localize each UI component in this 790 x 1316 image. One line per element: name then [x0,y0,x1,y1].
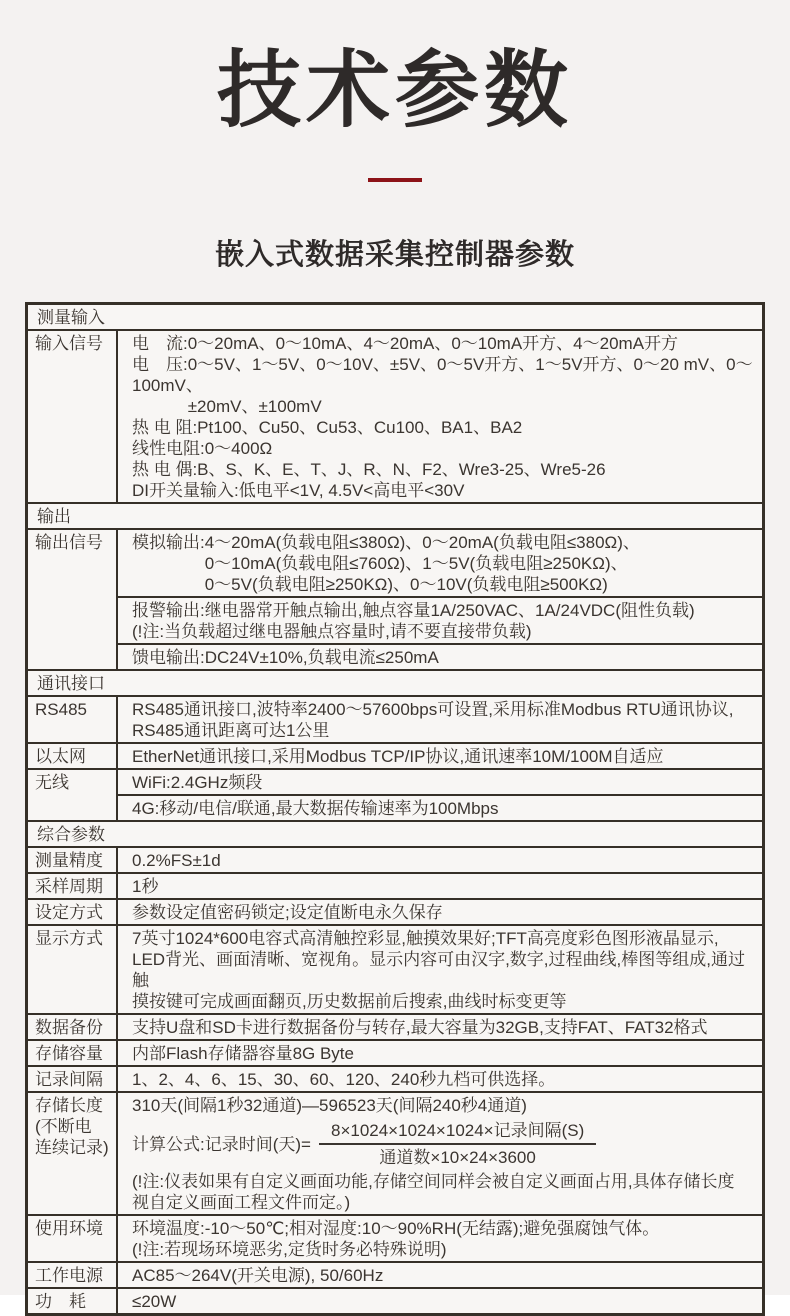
value-block [118,848,762,872]
spec-line: 摸按键可完成画面翻页,历史数据前后搜索,曲线时标变更等 [132,992,567,1011]
spec-line: 电 流:0～20mA、0～10mA、4～20mA、0～10mA开方、4～20mA开方 [132,334,679,353]
value-block [118,1093,762,1214]
formula-numerator: 8×1024×1024×1024×记录间隔(S) [319,1120,596,1145]
param-value-rs485 [118,697,762,742]
param-label-line: 输出信号 [35,533,103,552]
param-value-input-signal [118,331,762,502]
page-subtitle: 嵌入式数据采集控制器参数 [214,239,575,271]
spec-line: 馈电输出:DC24V±10%,负载电流≤250mA [132,648,439,667]
spec-line: 支持U盘和SD卡进行数据备份与转存,最大容量为32GB,支持FAT、FAT32格式 [132,1018,708,1037]
section-header-general-parameters: 综合参数 [28,820,762,846]
spec-row-rs485 [28,695,762,742]
param-label-power-consumption [28,1289,118,1313]
param-label-rs485 [28,697,118,742]
param-label-line: 存储容量 [35,1044,103,1063]
value-block [118,530,762,596]
spec-line: ±20mV、±100mV [132,397,322,416]
spec-line: 0.2%FS±1d [132,851,221,870]
section-header-output: 输出 [28,502,762,528]
param-value-ethernet [118,744,762,768]
spec-row-ethernet [28,742,762,768]
spec-row-record-interval [28,1065,762,1091]
param-label-display-method [28,926,118,1013]
spec-line: RS485通讯距离可达1公里 [132,721,330,740]
param-label-line: 测量精度 [35,851,103,870]
param-label-input-signal [28,331,118,502]
param-label-storage-capacity [28,1041,118,1065]
param-label-line: 以太网 [35,747,86,766]
value-block [118,1015,762,1039]
param-label-sampling-period [28,874,118,898]
spec-line: 7英寸1024*600电容式高清触控彩显,触摸效果好;TFT高亮度彩色图形液晶显示, [132,929,719,948]
param-label-line: 连续记录) [35,1138,109,1157]
value-block [118,596,762,643]
spec-row-wireless [28,768,762,820]
spec-line: 0～5V(负载电阻≥250KΩ)、0～10V(负载电阻≥500KΩ) [132,575,608,594]
param-label-line: 无线 [35,773,69,792]
spec-row-setting-method [28,898,762,924]
header [0,0,790,272]
param-label-line: 记录间隔 [35,1070,103,1089]
spec-line: 内部Flash存储器容量8G Byte [132,1044,354,1063]
spec-line: DI开关量输入:低电平<1V, 4.5V<高电平<30V [132,481,465,500]
param-value-sampling-period [118,874,762,898]
param-label-line: 存储长度 [35,1096,103,1115]
param-label-operating-environment [28,1216,118,1261]
spec-line: (!注:仪表如果有自定义画面功能,存储空间同样会被自定义画面占用,具体存储长度 [132,1172,735,1191]
spec-row-storage-capacity [28,1039,762,1065]
param-label-line: 设定方式 [35,903,103,922]
param-value-storage-capacity [118,1041,762,1065]
param-value-operating-environment [118,1216,762,1261]
spec-line: 310天(间隔1秒32通道)—596523天(间隔240秒4通道) [132,1096,527,1115]
value-block [118,900,762,924]
param-label-line: (不断电 [35,1117,92,1136]
value-block [118,331,762,502]
param-label-data-backup [28,1015,118,1039]
spec-line: 视自定义画面工程文件而定。) [132,1193,351,1212]
spec-row-display-method [28,924,762,1013]
value-block [118,926,762,1013]
param-value-output-signal [118,530,762,669]
spec-line: RS485通讯接口,波特率2400～57600bps可设置,采用标准Modbus RTU通讯协议, [132,700,734,719]
spec-line: 4G:移动/电信/联通,最大数据传输速率为100Mbps [132,799,499,818]
param-label-storage-length [28,1093,118,1214]
param-value-working-power [118,1263,762,1287]
page-title: 技术参数 [216,43,573,137]
spec-line: AC85～264V(开关电源), 50/60Hz [132,1266,384,1285]
param-label-working-power [28,1263,118,1287]
spec-line: (!注:若现场环境恶劣,定货时务必特殊说明) [132,1240,447,1259]
param-label-measurement-accuracy [28,848,118,872]
param-label-line: 输入信号 [35,334,103,353]
value-block [118,770,762,794]
param-label-line: 工作电源 [35,1266,103,1285]
spec-line: LED背光、画面清晰、宽视角。显示内容可由汉字,数字,过程曲线,棒图等组成,通过触 [132,950,745,990]
param-value-wireless [118,770,762,820]
spec-line: 1、2、4、6、15、30、60、120、240秒九档可供选择。 [132,1070,556,1089]
formula-fraction [319,1120,596,1168]
spec-line: 电 压:0～5V、1～5V、0～10V、±5V、0～5V开方、1～5V开方、0～20 mV、0～100mV、 [132,355,753,395]
spec-line: 参数设定值密码锁定;设定值断电永久保存 [132,903,443,922]
spec-row-output-signal [28,528,762,669]
spec-line: 热 电 偶:B、S、K、E、T、J、R、N、F2、Wre3-25、Wre5-26 [132,460,606,479]
param-value-measurement-accuracy [118,848,762,872]
spec-row-power-consumption [28,1287,762,1313]
spec-line: 0～10mA(负载电阻≤760Ω)、1～5V(负载电阻≥250KΩ)、 [132,554,628,573]
param-value-data-backup [118,1015,762,1039]
spec-line: 报警输出:继电器常开触点输出,触点容量1A/250VAC、1A/24VDC(阻性负载) [132,601,695,620]
spec-line: 1秒 [132,877,159,896]
param-label-line: 数据备份 [35,1018,103,1037]
value-block [118,794,762,820]
param-label-record-interval [28,1067,118,1091]
spec-table [25,302,765,1316]
spec-line: EtherNet通讯接口,采用Modbus TCP/IP协议,通讯速率10M/100M自适应 [132,747,664,766]
value-block [118,697,762,742]
value-block [118,1289,762,1313]
param-label-line: RS485 [35,700,87,719]
param-label-line: 使用环境 [35,1219,103,1238]
spec-row-measurement-accuracy [28,846,762,872]
section-header-communication-interface: 通讯接口 [28,669,762,695]
spec-row-input-signal [28,329,762,502]
value-block [118,744,762,768]
storage-formula [132,1120,756,1168]
param-label-line: 采样周期 [35,877,103,896]
spec-row-operating-environment [28,1214,762,1261]
param-label-line: 显示方式 [35,929,103,948]
spec-line: 环境温度:-10～50℃;相对湿度:10～90%RH(无结露);避免强腐蚀气体。 [132,1219,660,1238]
spec-line: 线性电阻:0～400Ω [132,439,273,458]
spec-line: (!注:当负载超过继电器触点容量时,请不要直接带负载) [132,622,532,641]
param-value-display-method [118,926,762,1013]
value-block [118,874,762,898]
param-label-output-signal [28,530,118,669]
spec-line: 热 电 阻:Pt100、Cu50、Cu53、Cu100、BA1、BA2 [132,418,523,437]
spec-line: ≤20W [132,1292,177,1311]
spec-row-storage-length [28,1091,762,1214]
param-value-setting-method [118,900,762,924]
formula-denominator: 通道数×10×24×3600 [379,1148,536,1167]
spec-row-data-backup [28,1013,762,1039]
param-label-setting-method [28,900,118,924]
value-block [118,643,762,669]
spec-row-working-power [28,1261,762,1287]
spec-line: 模拟输出:4～20mA(负载电阻≤380Ω)、0～20mA(负载电阻≤380Ω)、 [132,533,640,552]
spec-line: WiFi:2.4GHz频段 [132,773,263,792]
param-value-power-consumption [118,1289,762,1313]
spec-row-sampling-period [28,872,762,898]
value-block [118,1041,762,1065]
param-label-ethernet [28,744,118,768]
value-block [118,1216,762,1261]
formula-prefix: 计算公式:记录时间(天)= [132,1134,311,1154]
value-block [118,1263,762,1287]
param-value-storage-length [118,1093,762,1214]
value-block [118,1067,762,1091]
param-value-record-interval [118,1067,762,1091]
param-label-line: 功 耗 [35,1292,86,1311]
param-label-wireless [28,770,118,820]
section-header-measurement-input: 测量输入 [37,308,105,327]
